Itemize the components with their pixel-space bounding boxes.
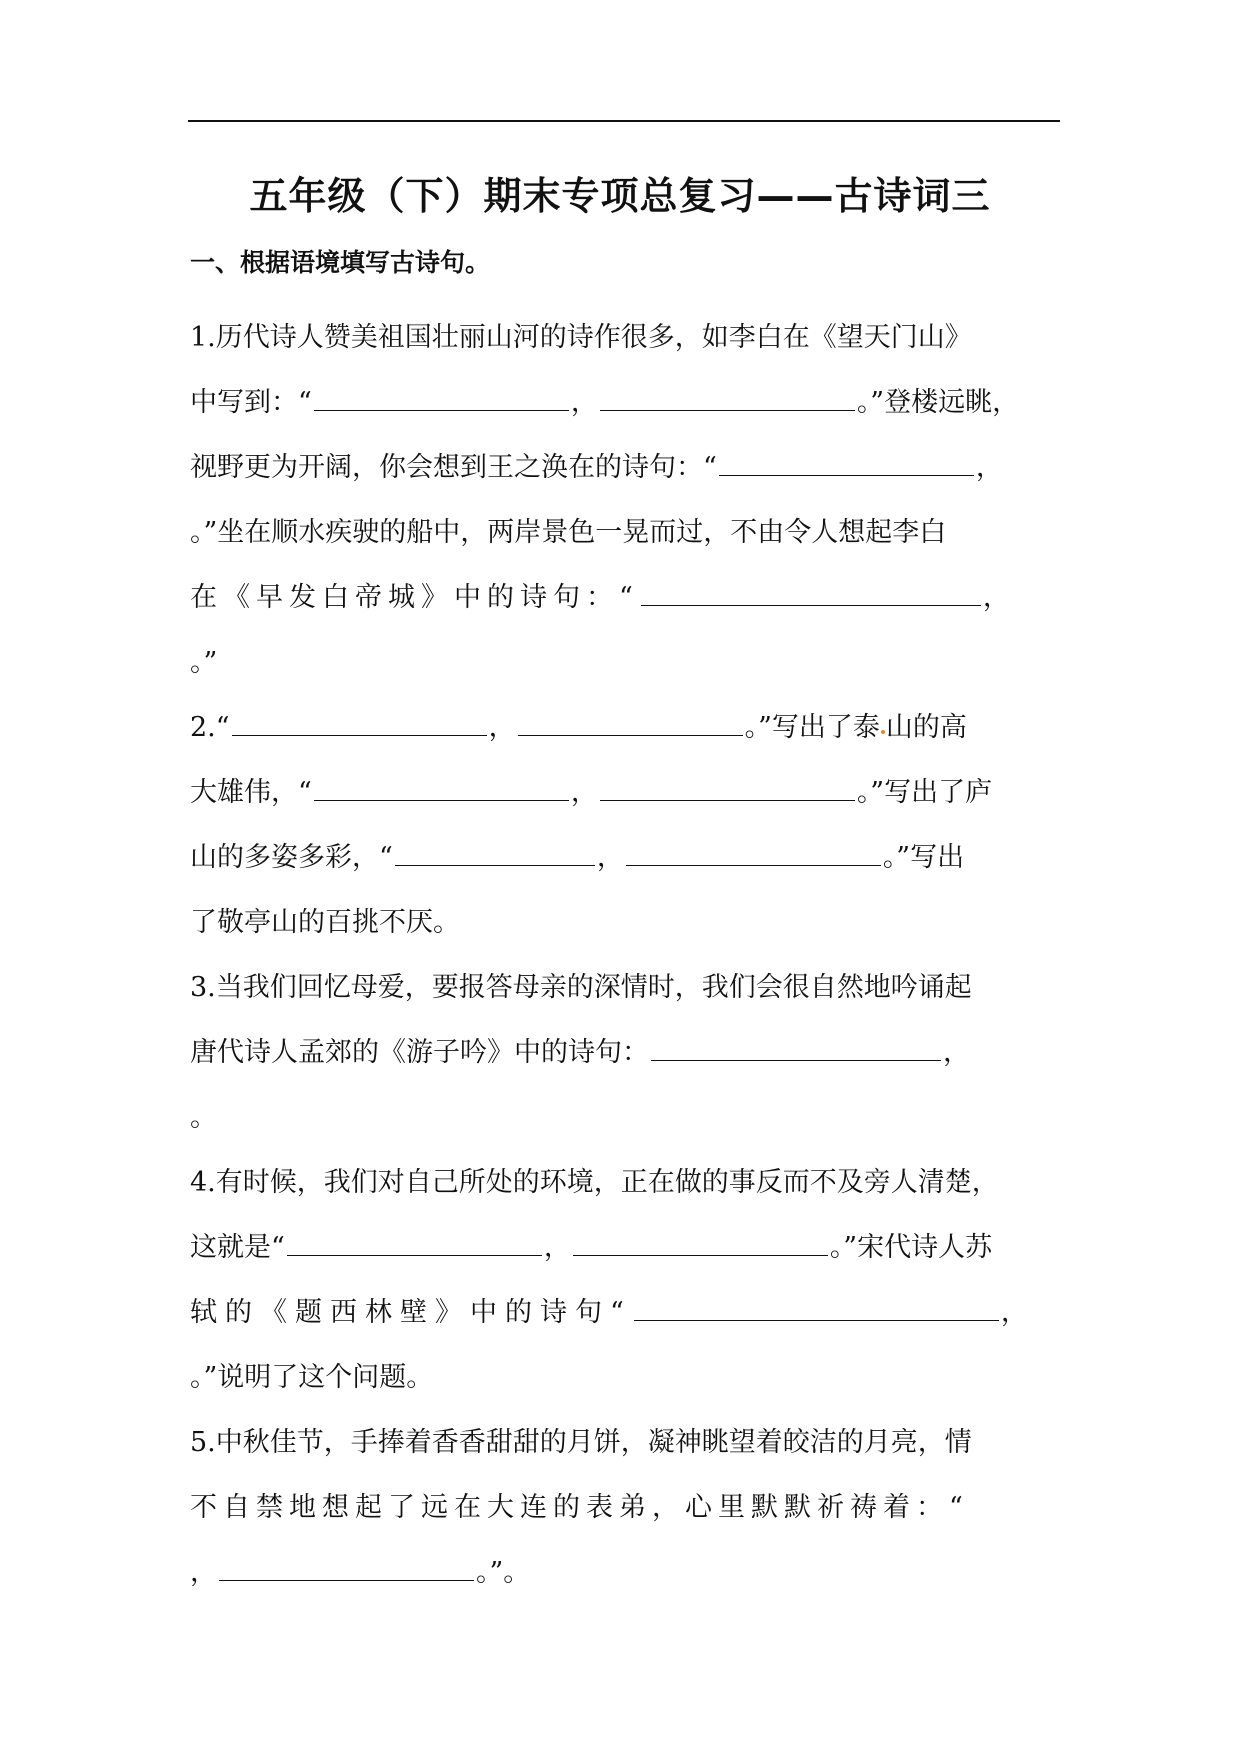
answer-blank[interactable] bbox=[232, 711, 487, 736]
page-title: 五年级（下）期末专项总复习——古诗词三 bbox=[249, 174, 991, 218]
q3-line-3: 。 bbox=[190, 1102, 217, 1133]
q4-line-2: 这就是“ ， 。”宋代诗人苏 bbox=[190, 1232, 993, 1263]
q1-line-2: 中写到：“ ， 。”登楼远眺， bbox=[190, 387, 1020, 418]
section-heading: 一、根据语境填写古诗句。 bbox=[190, 248, 491, 277]
answer-blank[interactable] bbox=[518, 711, 743, 736]
q5-line-1: 5.中秋佳节，手捧着香香甜甜的月饼，凝神眺望着皎洁的月亮，情 bbox=[190, 1427, 972, 1458]
q4-line-1: 4.有时候，我们对自己所处的环境，正在做的事反而不及旁人清楚， bbox=[190, 1167, 999, 1198]
answer-blank[interactable] bbox=[600, 776, 855, 801]
answer-blank[interactable] bbox=[314, 776, 569, 801]
q5-line-2: 不自禁地想起了远在大连的表弟，心里默默祈祷着：“ bbox=[190, 1492, 969, 1523]
answer-blank[interactable] bbox=[641, 581, 981, 606]
answer-blank[interactable] bbox=[287, 1231, 542, 1256]
question-4 bbox=[190, 1150, 1060, 1410]
q2-line-1: 2.“ ， 。”写出了泰 山的高 bbox=[190, 712, 967, 743]
q3-line-1: 3.当我们回忆母爱，要报答母亲的深情时，我们会很自然地吟诵起 bbox=[190, 972, 972, 1003]
q1-line-6: 。” bbox=[190, 647, 218, 678]
answer-blank[interactable] bbox=[634, 1296, 999, 1321]
q1-line-4: 。”坐在顺水疾驶的船中，两岸景色一晃而过，不由令人想起李白 bbox=[190, 517, 947, 548]
q2-line-4: 了敬亭山的百挑不厌。 bbox=[190, 907, 460, 938]
answer-blank[interactable] bbox=[600, 386, 855, 411]
q1-line-3: 视野更为开阔，你会想到王之涣在的诗句：“ ， bbox=[190, 452, 1003, 483]
answer-blank[interactable] bbox=[314, 386, 569, 411]
answer-blank[interactable] bbox=[219, 1556, 474, 1581]
answer-blank[interactable] bbox=[573, 1231, 828, 1256]
q1-line-5: 在《早发白帝城》中的诗句：“ ， bbox=[190, 582, 1010, 613]
q4-line-4: 。”说明了这个问题。 bbox=[190, 1362, 434, 1393]
annotation-mark bbox=[881, 730, 885, 734]
answer-blank[interactable] bbox=[626, 841, 881, 866]
answer-blank[interactable] bbox=[395, 841, 595, 866]
q4-line-3: 轼的《题西林壁》中的诗句“ ， bbox=[190, 1297, 1028, 1328]
header-rule bbox=[188, 120, 1060, 122]
question-list bbox=[190, 305, 1060, 1605]
q2-line-3: 山的多姿多彩，“ ， 。”写出 bbox=[190, 842, 965, 873]
question-1 bbox=[190, 305, 1060, 695]
answer-blank[interactable] bbox=[651, 1036, 941, 1061]
question-5 bbox=[190, 1410, 1060, 1605]
q1-line-1: 1.历代诗人赞美祖国壮丽山河的诗作很多，如李白在《望天门山》 bbox=[190, 322, 972, 353]
question-3 bbox=[190, 955, 1060, 1150]
question-2 bbox=[190, 695, 1060, 955]
answer-blank[interactable] bbox=[719, 451, 974, 476]
q2-line-2: 大雄伟，“ ， 。”写出了庐 bbox=[190, 777, 993, 808]
q5-line-3: ， 。”。 bbox=[190, 1557, 531, 1588]
q3-line-2: 唐代诗人孟郊的《游子吟》中的诗句： ， bbox=[190, 1037, 970, 1068]
